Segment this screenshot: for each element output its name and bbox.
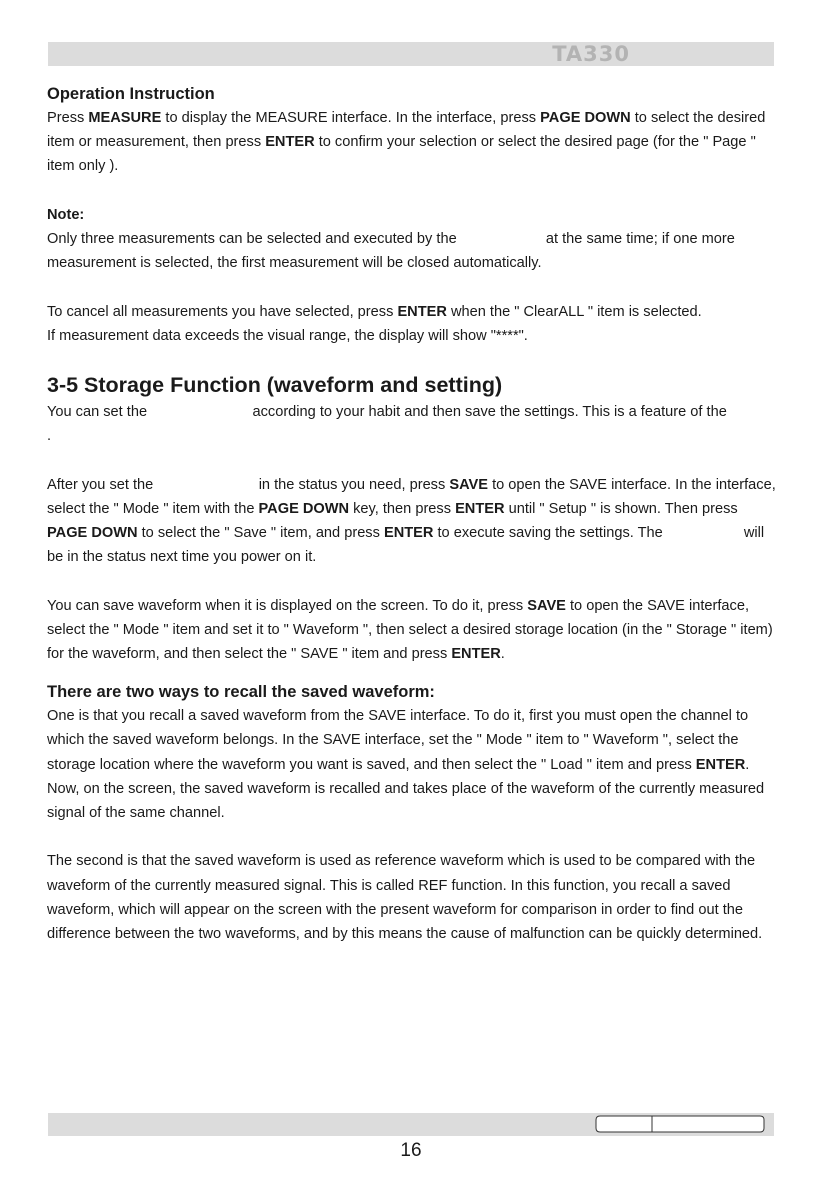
- model-name: TA330: [552, 42, 630, 66]
- recall-paragraph-1: One is that you recall a saved waveform from the SAVE interface. To do it, first you must open the channel to which the saved waveform belongs. In the SAVE interface, set the " Mode " item to " Waveform ", select the storage location where the waveform you want is saved, and then select the " Load " item and press ENTER. Now, on the screen, the saved waveform is recalled and takes place of the waveform of the currently measured signal of the same channel.: [47, 708, 765, 822]
- note-heading: Note:: [47, 206, 85, 223]
- clear-paragraph: To cancel all measurements you have selected, press ENTER when the " ClearALL " item is selected. If measurement data exceeds the visual range, the display will show "****".: [47, 303, 702, 344]
- header-bar: [48, 42, 774, 66]
- operation-heading: Operation Instruction: [47, 85, 215, 103]
- operation-paragraph: Press MEASURE to display the MEASURE interface. In the interface, press PAGE DOWN to select the desired item or measurement, then press ENTER to confirm your selection or select the desired page (for the " Page " item only ).: [47, 110, 766, 175]
- footer-bar: [48, 1113, 774, 1136]
- recall-paragraph-2: The second is that the saved waveform is used as reference waveform which is used to be compared with the waveform of the currently measured signal. This is called REF function. In this function, you recall a saved waveform, which will appear on the screen with the present waveform for comparison in order to find out the difference between the two waveforms, and by this means the cause of malfunction can be quickly determined.: [47, 853, 763, 943]
- page-content: [47, 82, 808, 946]
- footer-tab-graphic: [594, 1115, 766, 1134]
- note-paragraph: Only three measurements can be selected and executed by the at the same time; if one more measurement is selected, the first measurement will be closed automatically.: [47, 231, 739, 272]
- storage-paragraph-2: After you set the in the status you need, press SAVE to open the SAVE interface. In the interface, select the " Mode " item with the PAGE DOWN key, then press ENTER until " Setup " is shown. Then press PAGE DOWN to select the " Save " item, and press ENTER to execute saving the settings. The will be in the status next time you power on it.: [47, 476, 780, 566]
- recall-heading: There are two ways to recall the saved waveform:: [47, 683, 435, 702]
- storage-heading: 3-5 Storage Function (waveform and setting): [47, 373, 503, 397]
- storage-paragraph-3: You can save waveform when it is displayed on the screen. To do it, press SAVE to open the SAVE interface, select the " Mode " item and set it to " Waveform ", then select a desired storage location (in the " Storage " item) for the waveform, and then select the " SAVE " item and press ENTER.: [47, 597, 773, 662]
- storage-paragraph-1: You can set the according to your habit and then save the settings. This is a feature of the .: [47, 404, 808, 445]
- page-number: 16: [400, 1140, 422, 1161]
